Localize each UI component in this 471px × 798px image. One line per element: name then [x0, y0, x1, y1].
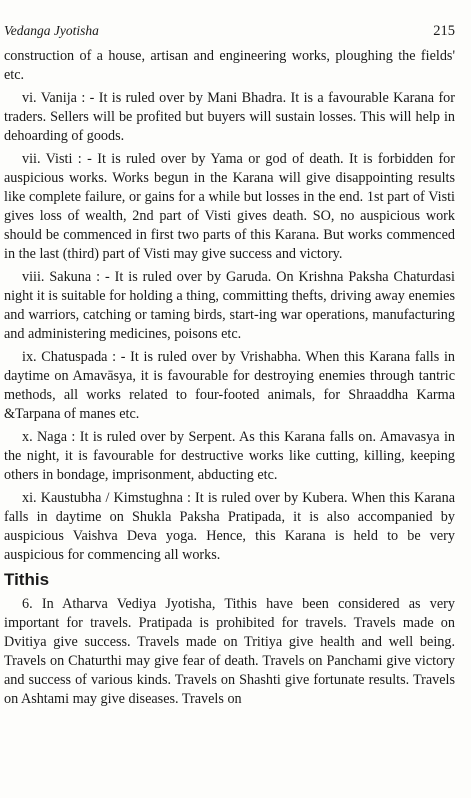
paragraph-chatuspada: ix. Chatuspada : - It is ruled over by Vrishabha. When this Karana falls in daytime on Amavāsya, it is favourable for destroying enemies through tantric methods, all works related to four-footed animals, for Shraaddha Karma &Tarpana of manes etc.	[4, 349, 455, 422]
paragraph-kaustubha: xi. Kaustubha / Kimstughna : It is ruled over by Kubera. When this Karana falls in daytime on Shukla Paksha Pratipada, it is also accompanied by auspicious Vaishva Deva yoga. Hence, this Karana is held to be very auspicious for commencing all works.	[4, 490, 455, 563]
running-title: Vedanga Jyotisha	[4, 23, 99, 38]
paragraph-vanija: vi. Vanija : - It is ruled over by Mani Bhadra. It is a favourable Karana for traders. Sellers will be profited but buyers will sustain losses. This will help in dehoarding of goods.	[4, 90, 455, 144]
paragraph-sakuna: viii. Sakuna : - It is ruled over by Garuda. On Krishna Paksha Chaturdasi night it is suitable for holding a thing, committing thefts, driving away enemies and warriors, catching or taming birds, start-ing war operations, manufacturing and administering medicines, poisons etc.	[4, 269, 455, 342]
paragraph-visti: vii. Visti : - It is ruled over by Yama or god of death. It is forbidden for auspicious works. Works begun in the Karana will give disappointing results like complete failure, or gains for a while but losses in the end. 1st part of Visti gives loss of wealth, 2nd part of Visti gives death. SO, no auspicious work should be commenced in first two parts of this Karana. But works commenced in the last (third) part of Visti may give success and victory.	[4, 151, 455, 262]
paragraph-continuation: construction of a house, artisan and engineering works, ploughing the fields' etc.	[4, 48, 455, 83]
paragraph-naga: x. Naga : It is ruled over by Serpent. As this Karana falls on. Amavasya in the night, it is favourable for destructive works like cutting, killing, keeping others in bondage, imprisonment, abducting etc.	[4, 429, 455, 483]
page-number: 215	[433, 23, 455, 39]
running-head	[4, 22, 455, 40]
body-text	[4, 47, 455, 713]
section-heading: Tithis	[4, 570, 50, 589]
paragraph-tithis: 6. In Atharva Vediya Jyotisha, Tithis have been considered as very important for travels. Pratipada is prohibited for travels. Travels made on Dvitiya give success. Travels made on Tritiya give health and well being. Travels on Chaturthi may give fear of death. Travels on Panchami give victory and success of various kinds. Travels on Shashti give fortunate results. Travels on Ashtami may give diseases. Travels on	[4, 596, 455, 707]
